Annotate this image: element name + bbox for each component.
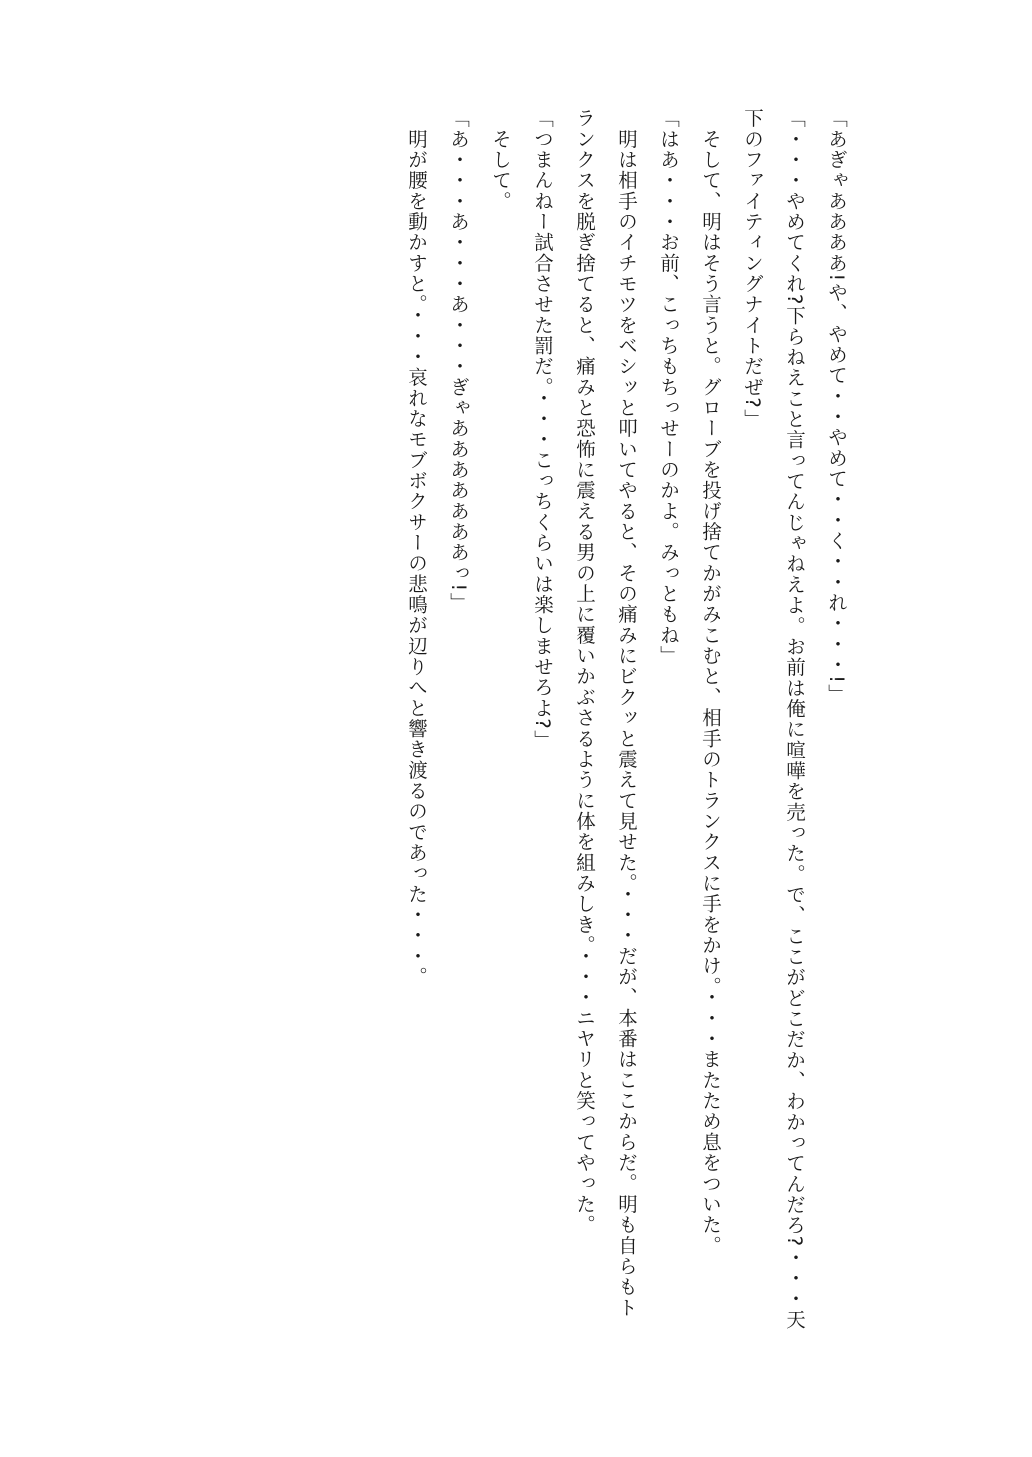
paragraph-5: 明は相手のイチモツをベシッと叩いてやると、その痛みにビクッと震えて見せた。・・・だが、本番はここからだ。明も自らもトランクスを脱ぎ捨てると、痛みと恐怖に震える男の上に覆いかぶさるように体を組みしき。・・・ニヤリと笑ってやった。 bbox=[573, 108, 638, 1318]
paragraph-2: 「・・・やめてくれ?下らねえこと言ってんじゃねえよ。お前は俺に喧嘩を売った。で、ここがどこだか、わかってんだろ?・・・天下のファイティングナイトだぜ?」 bbox=[741, 108, 806, 1330]
paragraph-6: 「つまんねー試合させた罰だ。・・・こっちくらいは楽しませろよ?」 bbox=[531, 108, 554, 751]
paragraph-7: そして。 bbox=[489, 108, 512, 212]
paragraph-1: 「あぎゃああああ!や、やめて・・やめて・・く・・れ・・・!」 bbox=[825, 108, 848, 705]
vertical-text-body bbox=[317, 108, 857, 1338]
paragraph-4: 「はあ・・・お前、こっちもちっせーのかよ。みっともね」 bbox=[657, 108, 680, 667]
paragraph-8: 「あ・・・あ・・・あ・・・ぎゃあああああああっ!」 bbox=[447, 108, 470, 614]
paragraph-9: 明が腰を動かすと。・・・哀れなモブボクサーの悲鳴が辺りへと響き渡るのであった・・・。 bbox=[405, 108, 428, 988]
paragraph-3: そして、明はそう言うと。グローブを投げ捨てかがみこむと、相手のトランクスに手をかけ。・・・またため息をついた。 bbox=[699, 108, 722, 1256]
